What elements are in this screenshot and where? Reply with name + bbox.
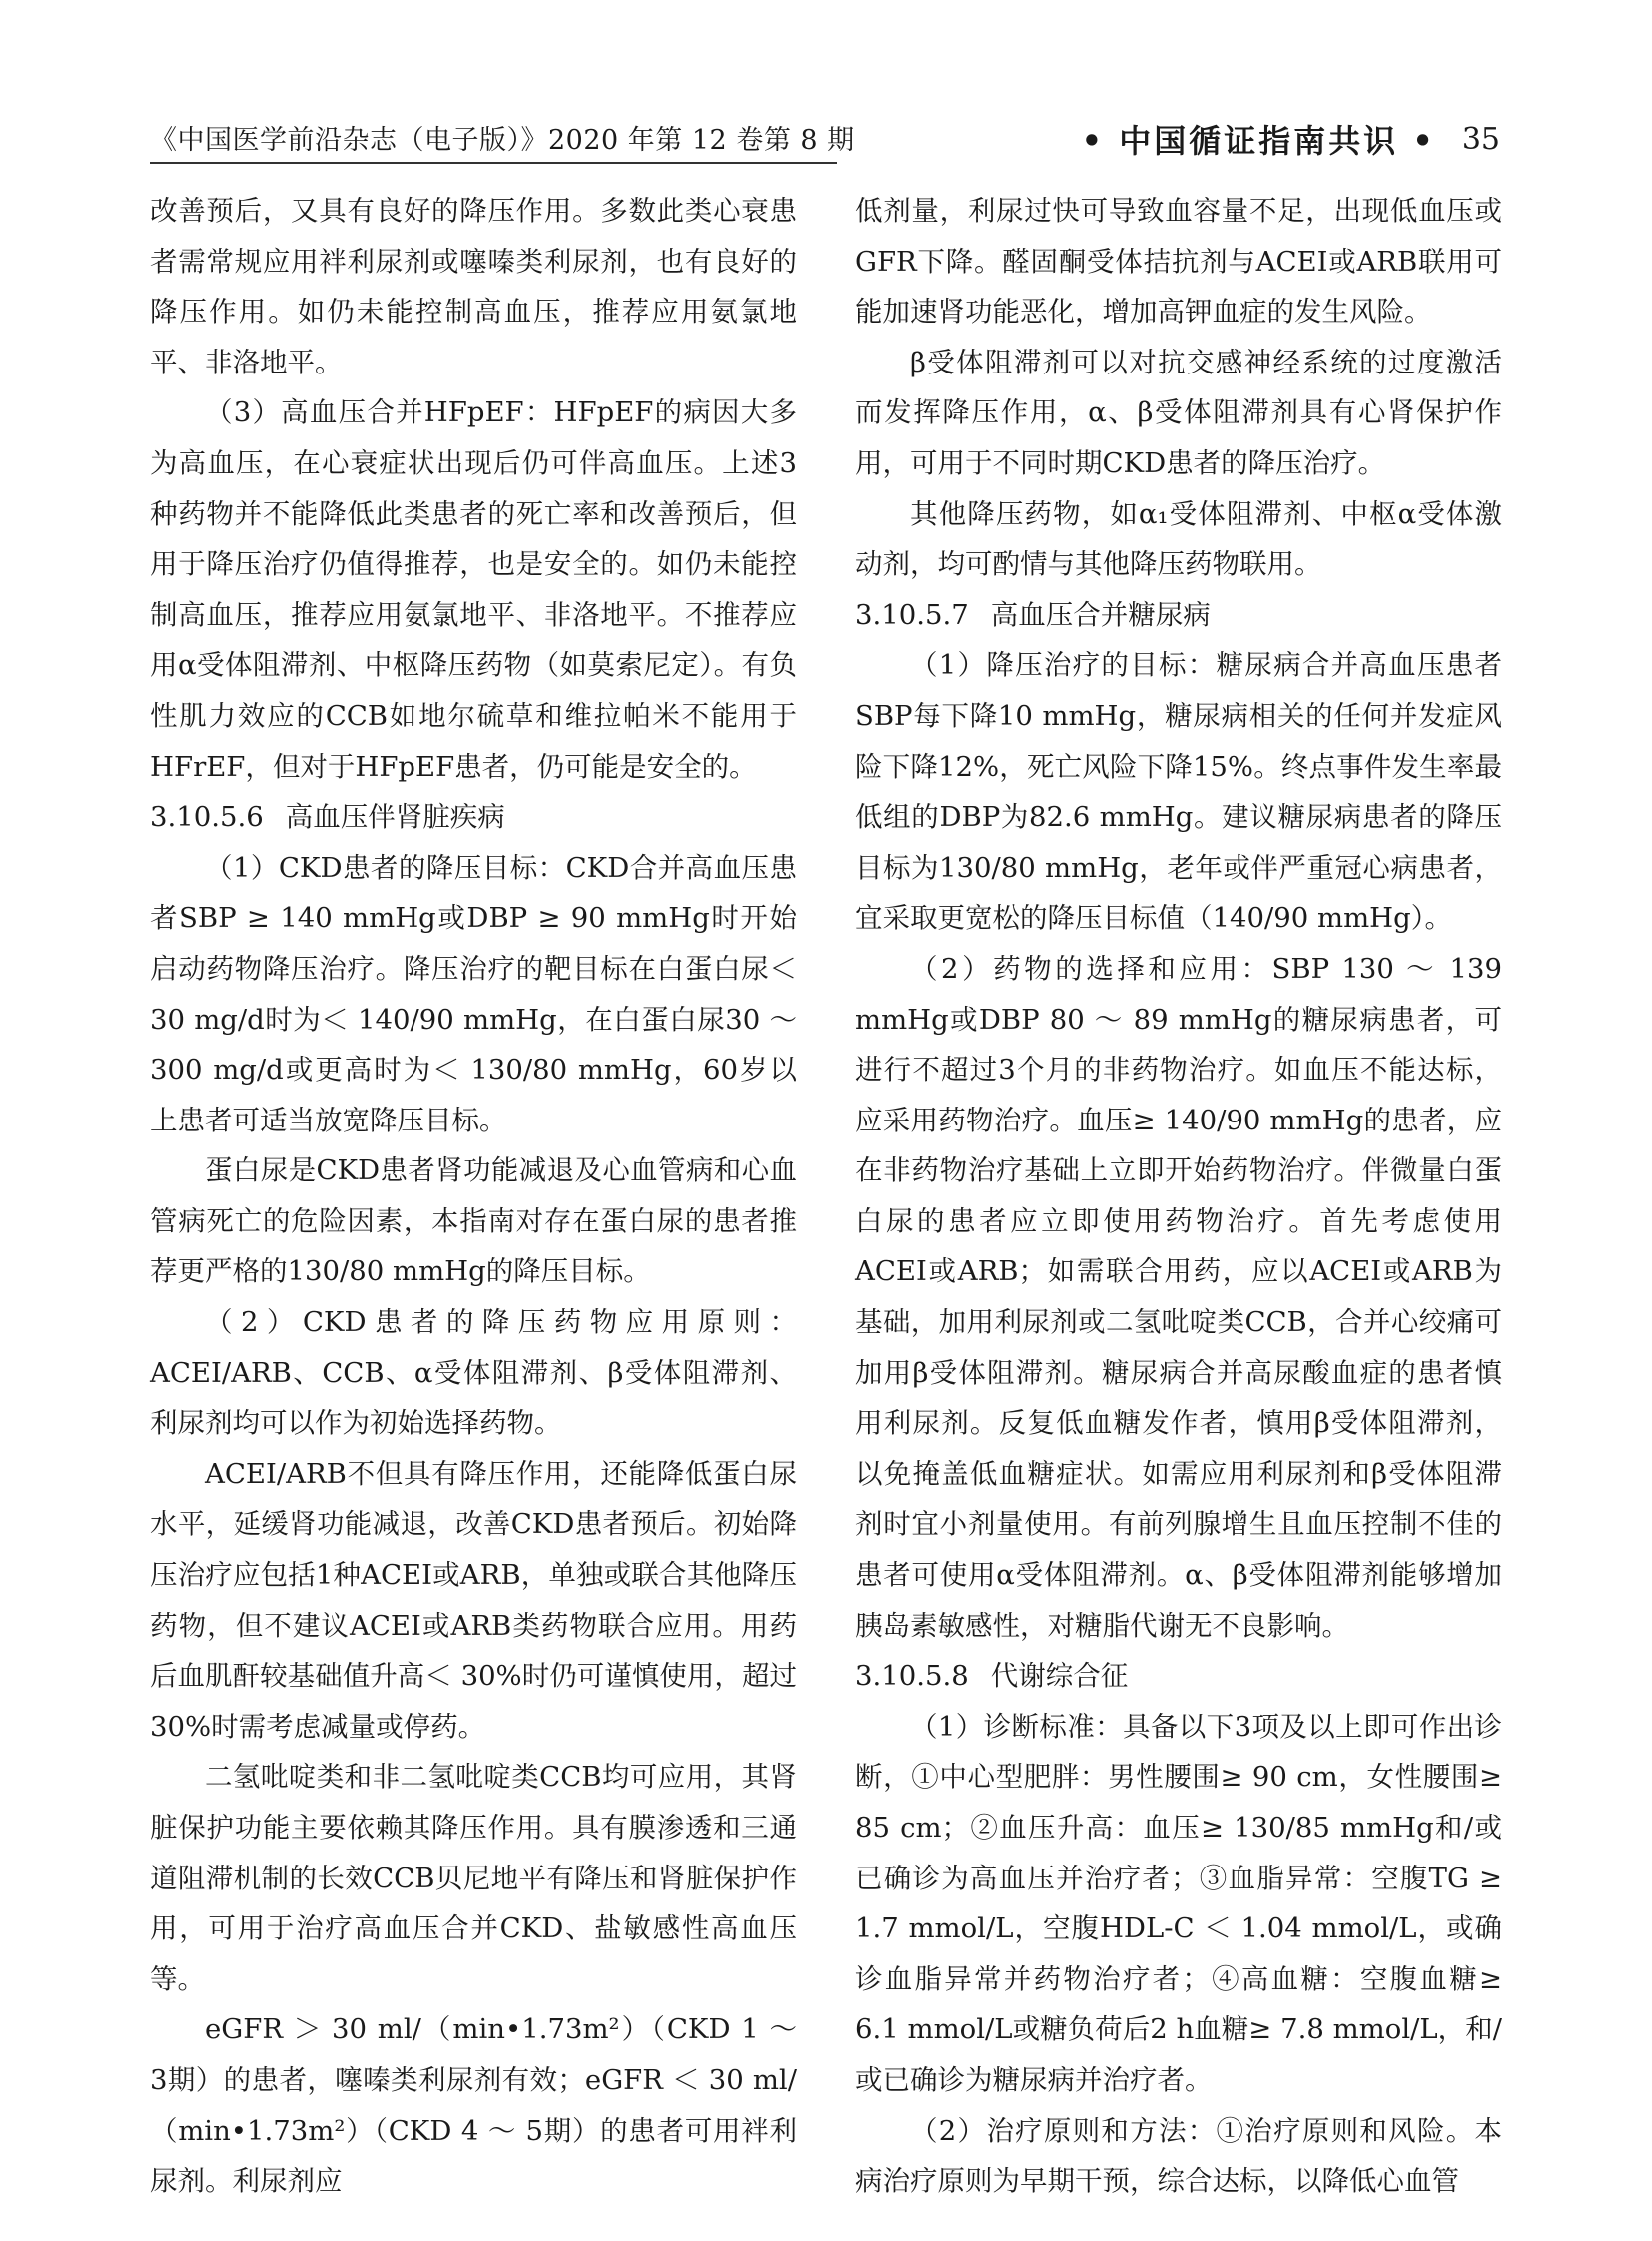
paragraph: 蛋白尿是CKD患者肾功能减退及心血管病和心血管病死亡的危险因素，本指南对存在蛋白尿的患者推荐更严格的130/80 mmHg的降压目标。 — [150, 1154, 797, 1288]
paragraph: （1）CKD患者的降压目标：CKD合并高血压患者SBP ≥ 140 mmHg或DBP ≥ 90 mmHg时开始启动药物降压治疗。降压治疗的靶目标在白蛋白尿＜ 30 mg/d时为＜ 140/90 mmHg，在白蛋白尿30 ～ 300 mg/d或更高时为＜ 130/80 mmHg，60岁以上患者可适当放宽降压目标。 — [150, 851, 797, 1136]
section-heading — [150, 792, 797, 843]
paragraph: 二氢吡啶类和非二氢吡啶类CCB均可应用，其肾脏保护功能主要依赖其降压作用。具有膜渗透和三通道阻滞机制的长效CCB贝尼地平有降压和肾脏保护作用，可用于治疗高血压合并CKD、盐敏感性高血压等。 — [150, 1761, 797, 1995]
paragraph: （2）治疗原则和方法：①治疗原则和风险。本病治疗原则为早期干预，综合达标，以降低心血管 — [855, 2114, 1502, 2198]
section-number: 3.10.5.7 — [855, 598, 969, 631]
header-right — [1082, 116, 1500, 162]
paragraph: ACEI/ARB不但具有降压作用，还能降低蛋白尿水平，延缓肾功能减退，改善CKD患者预后。初始降压治疗应包括1种ACEI或ARB，单独或联合其他降压药物，但不建议ACEI或ARB类药物联合应用。用药后血肌酐较基础值升高＜ 30%时仍可谨慎使用，超过30%时需考虑减量或停药。 — [150, 1457, 797, 1743]
left-column — [150, 186, 797, 2207]
paragraph: （2）CKD患者的降压药物应用原则：ACEI/ARB、CCB、α受体阻滞剂、β受体阻滞剂、利尿剂均可以作为初始选择药物。 — [150, 1306, 797, 1440]
page-header — [150, 108, 1500, 164]
section-number: 3.10.5.8 — [855, 1660, 969, 1693]
paragraph: （1）降压治疗的目标：糖尿病合并高血压患者SBP每下降10 mmHg，糖尿病相关的任何并发症风险下降12%，死亡风险下降15%。终点事件发生率最低组的DBP为82.6 mmHg。建议糖尿病患者的降压目标为130/80 mmHg，老年或伴严重冠心病患者，宜采取更宽松的降压目标值（140/90 mmHg）。 — [855, 649, 1502, 935]
journal-title: 《中国医学前沿杂志（电子版）》2020 年第 12 卷第 8 期 — [150, 125, 855, 156]
section-heading-title: 代谢综合征 — [990, 1660, 1129, 1693]
paragraph: 低剂量，利尿过快可导致血容量不足，出现低血压或GFR下降。醛固酮受体拮抗剂与ACEI或ARB联用可能加速肾功能恶化，增加高钾血症的发生风险。 — [855, 195, 1502, 329]
paragraph: β受体阻滞剂可以对抗交感神经系统的过度激活而发挥降压作用，α、β受体阻滞剂具有心肾保护作用，可用于不同时期CKD患者的降压治疗。 — [855, 346, 1502, 479]
paragraph: （1）诊断标准：具备以下3项及以上即可作出诊断，①中心型肥胖：男性腰围≥ 90 cm，女性腰围≥ 85 cm；②血压升高：血压≥ 130/85 mmHg和/或已确诊为高血压并治疗者；③血脂异常：空腹TG ≥ 1.7 mmol/L，空腹HDL-C ＜ 1.04 mmol/L，或确诊血脂异常并药物治疗者；④高血糖：空腹血糖≥ 6.1 mmol/L或糖负荷后2 h血糖≥ 7.8 mmol/L，和/或已确诊为糖尿病并治疗者。 — [855, 1710, 1502, 2096]
section-number: 3.10.5.6 — [150, 801, 264, 834]
paragraph: eGFR ＞ 30 ml/（min•1.73m²）（CKD 1 ～ 3期）的患者，噻嗪类利尿剂有效；eGFR ＜ 30 ml/（min•1.73m²）（CKD 4 ～ 5期）的患者可用袢利尿剂。利尿剂应 — [150, 2013, 797, 2198]
section-heading-title: 高血压伴肾脏疾病 — [285, 801, 505, 834]
section-heading — [855, 1651, 1502, 1702]
paragraph: 改善预后，又具有良好的降压作用。多数此类心衰患者需常规应用袢利尿剂或噻嗪类利尿剂，也有良好的降压作用。如仍未能控制高血压，推荐应用氨氯地平、非洛地平。 — [150, 195, 797, 378]
section-heading-title: 高血压合并糖尿病 — [990, 598, 1211, 631]
paragraph: （2）药物的选择和应用：SBP 130 ～ 139 mmHg或DBP 80 ～ 89 mmHg的糖尿病患者，可进行不超过3个月的非药物治疗。如血压不能达标，应采用药物治疗。血压≥ 140/90 mmHg的患者，应在非药物治疗基础上立即开始药物治疗。伴微量白蛋白尿的患者应立即使用药物治疗。首先考虑使用ACEI或ARB；如需联合用药，应以ACEI或ARB为基础，加用利尿剂或二氢吡啶类CCB，合并心绞痛可加用β受体阻滞剂。糖尿病合并高尿酸血症的患者慎用利尿剂。反复低血糖发作者，慎用β受体阻滞剂，以免掩盖低血糖症状。如需应用利尿剂和β受体阻滞剂时宜小剂量使用。有前列腺增生且血压控制不佳的患者可使用α受体阻滞剂。α、β受体阻滞剂能够增加胰岛素敏感性，对糖脂代谢无不良影响。 — [855, 952, 1502, 1642]
paragraph: 其他降压药物，如α₁受体阻滞剂、中枢α受体激动剂，均可酌情与其他降压药物联用。 — [855, 497, 1502, 581]
page-number: 35 — [1461, 121, 1500, 157]
section-title: • 中国循证指南共识 • — [1081, 122, 1436, 160]
right-column — [855, 186, 1502, 2207]
section-heading — [855, 590, 1502, 641]
header-rule — [150, 162, 837, 164]
paragraph: （3）高血压合并HFpEF：HFpEF的病因大多为高血压，在心衰症状出现后仍可伴高血压。上述3种药物并不能降低此类患者的死亡率和改善预后，但用于降压治疗仍值得推荐，也是安全的。如仍未能控制高血压，推荐应用氨氯地平、非洛地平。不推荐应用α受体阻滞剂、中枢降压药物（如莫索尼定）。有负性肌力效应的CCB如地尔硫草和维拉帕米不能用于HFrEF，但对于HFpEF患者，仍可能是安全的。 — [150, 396, 797, 783]
